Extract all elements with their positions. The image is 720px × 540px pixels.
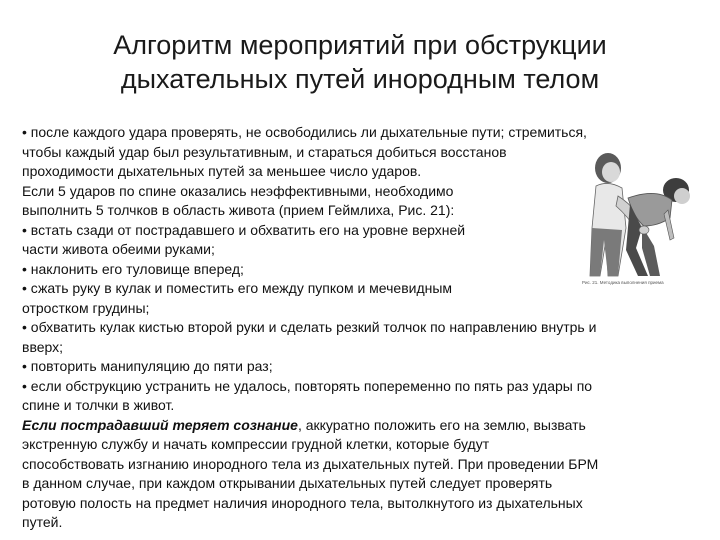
text-line: • встать сзади от пострадавшего и обхватить его на уровне верхней: [22, 221, 466, 238]
figure-caption: Рис. 21. Методика выполнения приема: [582, 280, 664, 285]
text-line: Если 5 ударов по спине оказались неэффективными, необходимо: [22, 182, 454, 199]
text-line: вверх;: [22, 338, 64, 355]
text-line: путей.: [22, 514, 63, 530]
title-line-2: дыхательных путей инородным телом: [120, 64, 600, 94]
emphasis-line: [22, 416, 694, 436]
text-line: отростком грудины;: [22, 299, 150, 316]
text-line: ротовую полость на предмет наличия инородного тела, вытолкнутого из дыхательных: [22, 494, 583, 511]
text-line: чтобы каждый удар был результативным, и стараться добиться восстанов: [22, 143, 507, 160]
text-line: проходимости дыхательных путей за меньшее число ударов.: [22, 163, 422, 179]
emphasis-rest: , аккуратно положить его на землю, вызвать: [297, 416, 586, 433]
text-line: выполнить 5 толчков в область живота (прием Геймлиха, Рис. 21):: [22, 202, 455, 218]
text-line: части живота обеими руками;: [22, 241, 215, 257]
text-line: • обхватить кулак кистью второй руки и сделать резкий толчок по направлению внутрь и: [22, 319, 597, 335]
text-line: • сжать руку в кулак и поместить его между пупком и мечевидным: [22, 280, 453, 296]
text-line: • повторить манипуляцию до пяти раз;: [22, 358, 273, 374]
text-line: спине и толчки в живот.: [22, 397, 175, 413]
text-line: способствовать изгнанию инородного тела из дыхательных путей. При проведении БРМ: [22, 455, 599, 472]
text-line: • если обструкцию устранить не удалось, повторять попеременно по пять раз удары по: [22, 377, 593, 394]
text-line: экстренную службу и начать компрессии грудной клетки, которые будут: [22, 436, 490, 452]
text-line: • после каждого удара проверять, не освободились ли дыхательные пути; стремиться,: [22, 124, 587, 140]
emphasis-lead: Если пострадавший теряет сознание: [22, 416, 298, 433]
text-line: в данном случае, при каждом открывании дыхательных путей следует проверять: [22, 475, 553, 491]
body-text: [22, 123, 694, 533]
slide-title: [0, 28, 720, 96]
text-line: • наклонить его туловище вперед;: [22, 260, 244, 277]
title-line-1: Алгоритм мероприятий при обструкции: [113, 30, 607, 60]
